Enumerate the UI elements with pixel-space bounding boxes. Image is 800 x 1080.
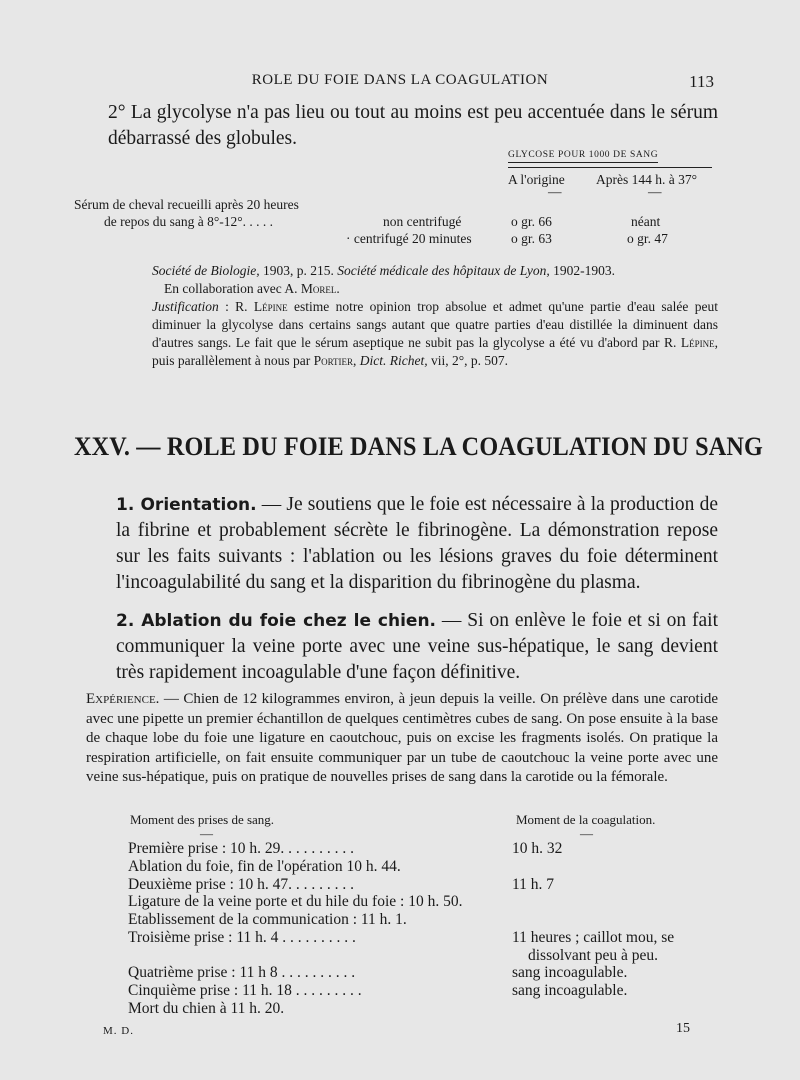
printer-signature: M. D. [103,1025,134,1037]
intro-paragraph-text: 2° La glycolyse n'a pas lieu ou tout au moins est peu accentuée dans le sérum débarrassé des globules. [108,102,718,149]
justification-text-d: , [353,353,360,368]
timing-row-8-right: sang incoagulable. [512,964,628,981]
glycose-row-1-origin: o gr. 66 [511,214,552,229]
justification-text-a: : R. [218,299,254,314]
section-ablation-heading: 2. Ablation du foie chez le chien. [116,611,437,631]
author-portier: Portier [313,353,354,368]
reference-line [152,262,718,280]
timing-row-9-right: sang incoagulable. [512,982,628,999]
reference-journal-2: Société médicale des hôpitaux de Lyon, [337,263,550,278]
justification-text-b: estime notre opinion trop absolue et admet qu'une partie d'eau salée peut diminuer la glycolyse dans certains sangs autant que quatre parties d'eau distillée la diminuent dans d'autres sangs. Le fait que le sérum aseptique ne subit pas la glycolyse a été vu d'abord par R. [152,299,718,350]
timing-col-sampling-header: Moment des prises de sang. [130,812,275,827]
justification-text-e: vii, 2°, p. 507. [427,353,509,368]
justification-label: Justification [152,299,219,314]
glycose-row-2-after: o gr. 47 [627,231,668,246]
timing-row-6-left: Troisième prise : 11 h. 4 . . . . . . . . . . [128,929,356,946]
timing-dash-1: — [200,826,213,841]
sheet-number: 15 [676,1021,690,1036]
author-lepine: Lépine [253,299,288,314]
justification-text-c: , puis parallèlement à nous par [152,335,718,368]
timing-row-7-right: dissolvant peu à peu. [528,947,659,964]
section-orientation [74,492,718,596]
section-ablation-paragraph [74,608,718,686]
timing-row-1-left: Première prise : 10 h. 29. . . . . . . . . . [128,840,355,857]
timing-row-5-left: Etablissement de la communication : 11 h. 1. [128,911,407,928]
glycose-table-header: GLYCOSE POUR 1000 DE SANG [508,150,658,163]
glycose-row-label-1: Sérum de cheval recueilli après 20 heures [74,197,299,212]
timing-row-8-left: Quatrième prise : 11 h 8 . . . . . . . . . . [128,964,356,981]
timing-row-3-left: Deuxième prise : 10 h. 47. . . . . . . . . [128,876,355,893]
glycose-row-2-condition: · centrifugé 20 minutes [346,231,472,246]
dictionary-reference: Dict. Richet, [359,353,428,368]
glycose-table-rule [508,167,712,168]
collaboration-period: . [336,281,340,296]
section-ablation-text: — Si on enlève le foie et si on fait communiquer la veine porte avec une veine sus-hépatique, le sang devient très rapidement incoagulable d'une façon définitive. [116,610,719,683]
reference-journal-1: Société de Biologie, [152,263,260,278]
reference-pages-1: 1903, p. 215. [259,263,338,278]
references-block [152,262,718,370]
experience-paragraph [74,690,718,788]
reference-years-2: 1902-1903. [549,263,616,278]
glycose-dash-after: — [648,184,662,199]
collaboration-text: En collaboration avec A. [164,281,301,296]
section-orientation-heading: 1. Orientation. [116,495,257,515]
glycose-dash-origin: — [548,184,562,199]
timing-col-coagulation-header: Moment de la coagulation. [516,812,656,827]
chapter-title: XXV. — ROLE DU FOIE DANS LA COAGULATION DU SANG [74,432,764,461]
experience-text-block [74,690,718,788]
timing-row-10-left: Mort du chien à 11 h. 20. [128,1000,285,1017]
timing-row-4-left: Ligature de la veine porte et du hile du foie : 10 h. 50. [128,893,463,910]
timing-row-3-right: 11 h. 7 [512,876,555,893]
experience-label: Expérience [86,691,156,707]
collaboration-line [152,280,718,298]
collaborator-name: Morel [300,281,337,296]
author-lepine-2: Lépine [680,335,715,350]
justification-paragraph [152,298,718,370]
timing-row-9-left: Cinquième prise : 11 h. 18 . . . . . . . . . [128,982,362,999]
glycose-row-1-after: néant [631,214,661,229]
section-orientation-paragraph [74,492,718,596]
timing-row-6-right: 11 heures ; caillot mou, se [512,929,675,946]
glycose-col-after: Après 144 h. à 37° [596,172,698,187]
page-number: 113 [689,72,714,91]
intro-paragraph [74,100,718,152]
glycose-col-origin: A l'origine [508,172,565,187]
timing-row-2-left: Ablation du foie, fin de l'opération 10 h. 44. [128,858,401,875]
timing-dash-2: — [580,826,593,841]
experience-text: . — Chien de 12 kilogrammes environ, à jeun depuis la veille. On prélève dans une carotide avec une pipette un premier échantillon de quelques centimètres cubes de sang. On pose ensuite à la base de chaque lobe du foie une ligature en caoutchouc, puis on excise les fragments isolés. On pratique la respiration artificielle, on fait ensuite communiquer par un tube de caoutchouc la veine porte avec une veine sus-hépatique, puis on pratique de nouvelles prises de sang dans la carotide ou la fémorale. [86,691,718,785]
glycose-row-1-condition: non centrifugé [383,214,462,229]
section-orientation-text: — Je soutiens que le foie est nécessaire à la production de la fibrine et probablement sécrète le fibrinogène. La démonstration repose sur les faits suivants : l'ablation ou les lésions graves du foie déterminent l'incoagulabilité du sang et la disparition du fibrinogène du plasma. [116,494,718,593]
glycose-row-2-origin: o gr. 63 [511,231,552,246]
glycose-row-label-2: de repos du sang à 8°-12°. . . . . [104,214,274,229]
timing-row-1-right: 10 h. 32 [512,840,563,857]
running-title: ROLE DU FOIE DANS LA COAGULATION [251,72,549,88]
section-ablation [74,608,718,686]
